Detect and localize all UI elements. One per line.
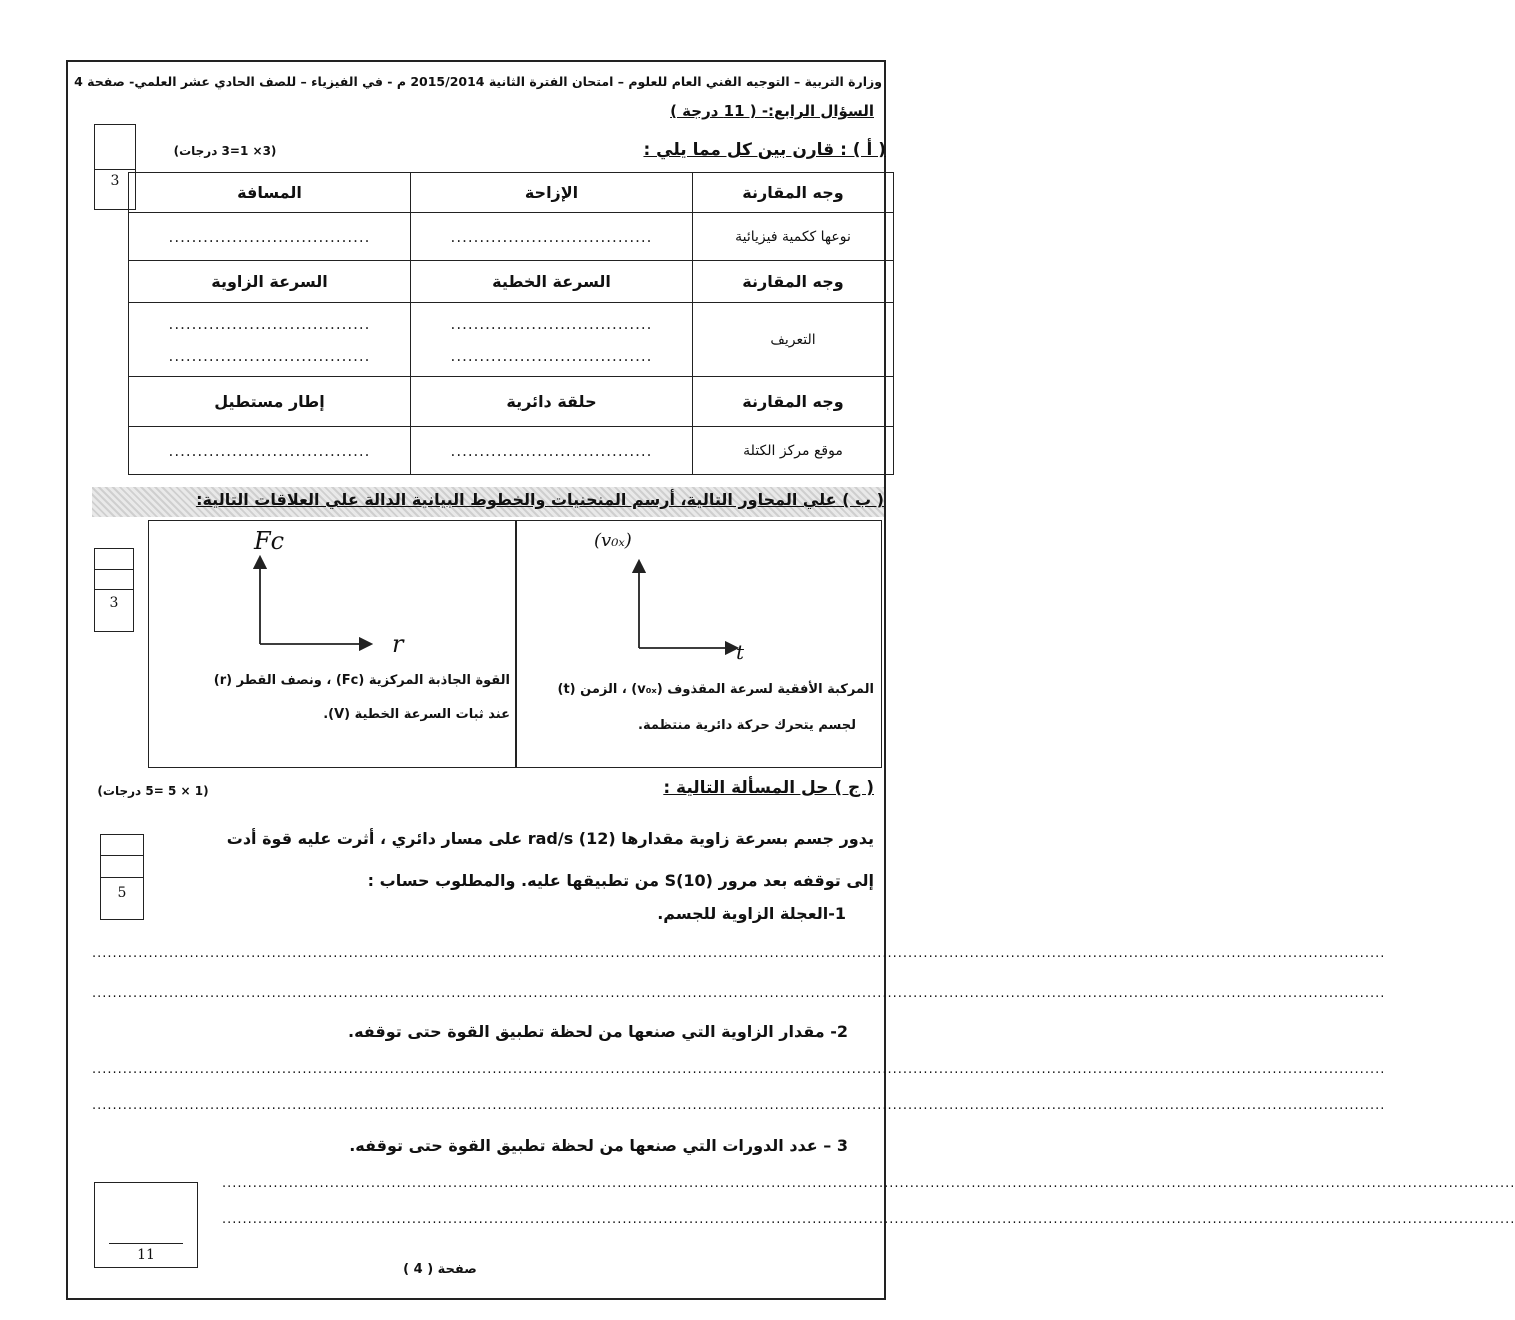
exam-header: وزارة التربية – التوجيه الفني العام للعلوم – امتحان الفترة الثانية 2015/2014 م - في الفيزياء – للصف الحادي عشر العلمي- صفحة 4 [74, 74, 882, 89]
answer-cell[interactable] [411, 303, 693, 377]
answer-line[interactable]: ............................................................................................................................................................................................................................................................ [92, 1098, 1386, 1113]
comparison-table [128, 172, 894, 475]
graph-right-caption [518, 672, 874, 744]
page-footer: صفحة ( 4 ) [403, 1262, 477, 1277]
answer-cell[interactable]: ................................... [129, 427, 411, 475]
label-fc: Fc [254, 527, 285, 555]
row-header-1: وجه المقارنة [693, 173, 894, 213]
cell-angular-speed: السرعة الزاوية [129, 261, 411, 303]
total-score: 11 [137, 1247, 155, 1263]
answer-line[interactable]: ............................................................................................................................................................................................................................................................ [92, 946, 1386, 961]
question-2: 2- مقدار الزاوية التي صنعها من لحظة تطبيق القوة حتى توقفه. [348, 1022, 848, 1041]
row-definition: التعريف [693, 303, 894, 377]
score-a: 3 [110, 173, 120, 189]
caption-line: عند ثبات السرعة الخطية (V). [323, 707, 510, 722]
score-box-b [94, 548, 134, 632]
score-box-c [100, 834, 144, 920]
question-3: 3 – عدد الدورات التي صنعها من لحظة تطبيق القوة حتى توقفه. [349, 1136, 848, 1155]
part-c-marks: (1 × 5 =5 درجات) [97, 784, 209, 798]
score-c: 5 [117, 885, 127, 901]
problem-line: يدور جسم بسرعة زاوية مقدارها rad/s (12) على مسار دائري ، أثرت عليه قوة أدت [226, 829, 874, 848]
cell-distance: المسافة [129, 173, 411, 213]
cell-linear-speed: السرعة الخطية [411, 261, 693, 303]
row-center-of-mass: موقع مركز الكتلة [693, 427, 894, 475]
score-b: 3 [109, 595, 119, 611]
answer-line[interactable]: ............................................................................................................................................................................................................................................................ [222, 1176, 1515, 1191]
cell-rectangular-frame: إطار مستطيل [129, 377, 411, 427]
total-score-box [94, 1182, 198, 1268]
dots-line: ................................... [168, 314, 371, 333]
label-r: r [392, 630, 404, 658]
caption-line: لجسم يتحرك حركة دائرية منتظمة. [638, 718, 856, 733]
cell-displacement: الإزاحة [411, 173, 693, 213]
row-header-2: وجه المقارنة [693, 261, 894, 303]
part-a-marks: (3× 1=3 درجات) [173, 144, 277, 158]
answer-cell[interactable]: ................................... [411, 427, 693, 475]
dots-line: ................................... [450, 346, 653, 365]
cell-circular-ring: حلقة دائرية [411, 377, 693, 427]
part-b-title: ( ب ) علي المحاور التالية، أرسم المنحنيات والخطوط البيانية الدالة علي العلاقات التالية: [196, 490, 884, 509]
caption-line: المركبة الأفقية لسرعة المقذوف (v₀ₓ) ، الزمن (t) [557, 682, 874, 697]
answer-line[interactable]: ............................................................................................................................................................................................................................................................ [222, 1212, 1515, 1227]
caption-line: القوة الجاذبة المركزية (Fc) ، ونصف القطر (r) [213, 673, 510, 688]
graph-left-caption [150, 664, 510, 732]
problem-statement [150, 818, 874, 902]
part-a-title: ( أ ) : قارن بين كل مما يلي : [643, 140, 886, 160]
label-t: t [736, 640, 745, 664]
question-1: 1-العجلة الزاوية للجسم. [657, 904, 846, 923]
part-c-title: ( ج ) حل المسألة التالية : [663, 778, 874, 798]
answer-line[interactable]: ............................................................................................................................................................................................................................................................ [92, 986, 1386, 1001]
question-title: السؤال الرابع:- ( 11 درجة ) [670, 102, 874, 120]
answer-cell[interactable]: ................................... [129, 213, 411, 261]
label-v0x: (v₀ₓ) [594, 530, 632, 551]
answer-cell[interactable] [129, 303, 411, 377]
problem-line: إلى توقفه بعد مرور S(10) من تطبيقها عليه. والمطلوب حساب : [367, 871, 874, 890]
row-quantity-type: نوعها ككمية فيزيائية [693, 213, 894, 261]
dots-line: ................................... [450, 314, 653, 333]
row-header-3: وجه المقارنة [693, 377, 894, 427]
dots-line: ................................... [168, 346, 371, 365]
answer-cell[interactable]: ................................... [411, 213, 693, 261]
answer-line[interactable]: ............................................................................................................................................................................................................................................................ [92, 1062, 1386, 1077]
